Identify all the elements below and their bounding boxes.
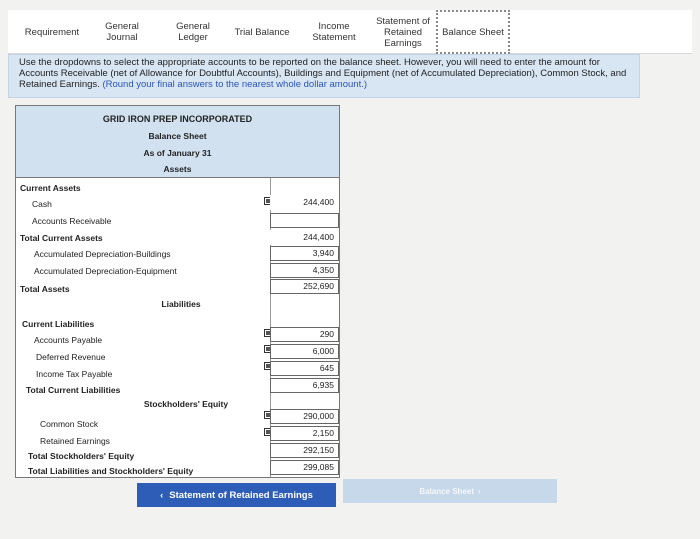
tab-bar — [8, 10, 692, 54]
cash-label[interactable]: Cash — [32, 199, 52, 209]
accounts-payable-amount[interactable]: 290 — [270, 327, 339, 342]
current-liabilities-heading: Current Liabilities — [22, 319, 95, 329]
total-liab-equity-label: Total Liabilities and Stockholders' Equity — [28, 466, 194, 476]
liabilities-header: Liabilities — [161, 299, 201, 309]
tab-income-statement[interactable]: Income Statement — [312, 21, 356, 43]
balance-sheet-table — [15, 105, 340, 478]
tab-statement-retained-earnings[interactable]: Statement of Retained Earnings — [376, 15, 430, 49]
acc-dep-equipment-amount[interactable]: 4,350 — [270, 263, 339, 278]
next-balance-sheet-button[interactable] — [343, 479, 557, 503]
total-current-assets-label: Total Current Assets — [20, 233, 103, 243]
retained-earnings-input[interactable]: 2,150 — [270, 426, 339, 441]
acc-dep-buildings-amount[interactable]: 3,940 — [270, 246, 339, 261]
tab-trial-balance[interactable]: Trial Balance — [234, 26, 290, 38]
chevron-left-icon: ‹ — [160, 489, 164, 501]
total-current-liabilities-amount: 6,935 — [270, 378, 339, 393]
statement-date: As of January 31 — [143, 148, 212, 158]
next-button-label: Balance Sheet — [419, 486, 475, 496]
total-equity-label: Total Stockholders' Equity — [28, 451, 135, 461]
total-liab-equity-amount: 299,085 — [270, 460, 339, 475]
deferred-revenue-label[interactable]: Deferred Revenue — [36, 352, 106, 362]
statement-title: Balance Sheet — [148, 131, 207, 141]
instructions-rounding-note: (Round your final answers to the nearest whole dollar amount.) — [102, 79, 368, 90]
deferred-revenue-amount[interactable]: 6,000 — [270, 344, 339, 359]
tab-general-journal[interactable]: General Journal — [105, 21, 139, 43]
company-name: GRID IRON PREP INCORPORATED — [102, 114, 253, 124]
total-equity-amount: 292,150 — [270, 443, 339, 458]
retained-earnings-label[interactable]: Retained Earnings — [40, 436, 110, 446]
acc-dep-equipment-label[interactable]: Accumulated Depreciation-Equipment — [34, 266, 177, 276]
prev-button-label: Statement of Retained Earnings — [169, 489, 313, 501]
total-current-assets-amount: 244,400 — [270, 230, 339, 245]
accounts-receivable-label[interactable]: Accounts Receivable — [32, 216, 112, 226]
cash-amount[interactable]: 244,400 — [270, 195, 339, 210]
assets-header: Assets — [163, 164, 192, 174]
total-assets-amount: 252,690 — [270, 279, 339, 294]
chevron-right-icon: › — [478, 486, 481, 496]
sheet-header — [16, 106, 339, 178]
common-stock-input[interactable]: 290,000 — [270, 409, 339, 424]
equity-header: Stockholders' Equity — [143, 399, 229, 409]
prev-statement-retained-earnings-button[interactable] — [137, 483, 336, 507]
tab-balance-sheet[interactable]: Balance Sheet — [436, 10, 510, 54]
instructions-text: Use the dropdowns to select the appropriate accounts to be reported on the balance sheet. However, you will need to enter the amount for Accounts Receivable (net of Allowance for Doubtful Accounts), Buildings and Equipment (net of Accumulated Depreciation), Common Stock, and Retained Earnings. — [19, 57, 627, 90]
accounts-receivable-input[interactable] — [270, 213, 339, 228]
total-current-liabilities-label: Total Current Liabilities — [26, 385, 121, 395]
current-assets-heading: Current Assets — [20, 183, 81, 193]
tab-general-ledger[interactable]: General Ledger — [176, 21, 210, 43]
total-assets-label: Total Assets — [20, 284, 70, 294]
income-tax-payable-amount[interactable]: 645 — [270, 361, 339, 376]
acc-dep-buildings-label[interactable]: Accumulated Depreciation-Buildings — [34, 249, 171, 259]
common-stock-label[interactable]: Common Stock — [40, 419, 99, 429]
instructions-box — [8, 54, 640, 98]
accounts-payable-label[interactable]: Accounts Payable — [34, 335, 103, 345]
income-tax-payable-label[interactable]: Income Tax Payable — [36, 369, 113, 379]
tab-requirement[interactable]: Requirement — [24, 26, 80, 38]
